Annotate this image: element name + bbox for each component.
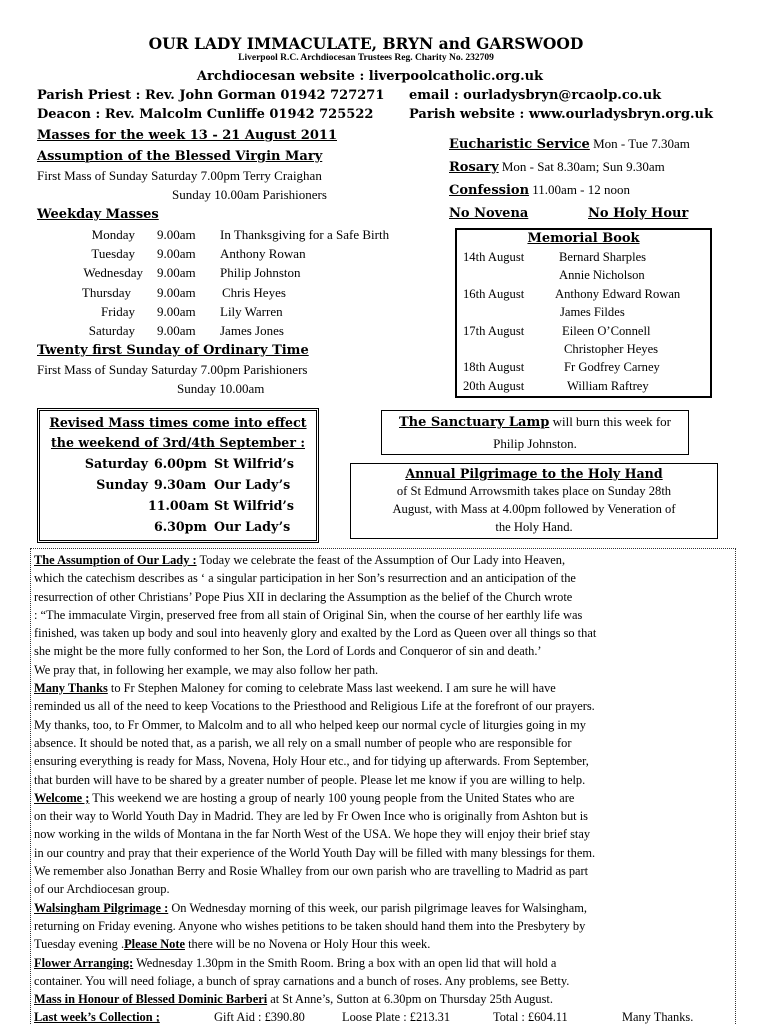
notice-line: that burden will have to be shared by a greater number of people. Please let me know if you are willing to help. [34, 772, 586, 787]
confession-label: Confession [449, 183, 530, 198]
loose-plate-amount: Loose Plate : £213.31 [342, 1010, 451, 1025]
notice-line: to Fr Stephen Maloney for coming to celebrate Mass last weekend. I am sure he will have [107, 681, 556, 696]
weekday-time: 9.00am [157, 246, 196, 261]
eucharistic-times: Mon - Tue 7.30am [589, 136, 690, 151]
pilgrimage-title: Annual Pilgrimage to the Holy Hand [405, 466, 663, 481]
notice-text: at St Anne’s, Sutton at 6.30pm on Thursday 25th August. [267, 992, 553, 1007]
gift-aid-amount: Gift Aid : £390.80 [214, 1010, 305, 1025]
ordinary-mass-line1: First Mass of Sunday Saturday 7.00pm Parishioners [37, 362, 308, 377]
collection-total: Total : £604.11 [493, 1010, 568, 1025]
notice-line: reminded us all of the need to keep Vocations to the Priesthood and Religious Life at the forefront of our prayers. [34, 699, 595, 714]
assumption-notice [34, 551, 734, 569]
notice-line: she might be the more fully conformed to her Son, the Lord of Lords and Conqueror of sin and death.’ [34, 644, 542, 659]
deacon: Deacon : Rev. Malcolm Cunliffe 01942 725522 [37, 107, 374, 122]
weekday-intention: Lily Warren [220, 304, 283, 319]
weekday-intention: Philip Johnston [220, 265, 301, 280]
eucharistic-label: Eucharistic Service [449, 137, 590, 152]
notice-line: We remember also Jonathan Berry and Rosie Whalley from our own parish who are travelling to Madrid as part [34, 864, 589, 879]
sanctuary-lamp-label: The Sanctuary Lamp [399, 415, 550, 430]
rosary-service [449, 159, 665, 175]
pilgrimage-line1: of St Edmund Arrowsmith takes place on Sunday 28th [396, 484, 672, 498]
revised-time: 9.30am [154, 477, 207, 492]
walsingham-notice [34, 899, 734, 917]
notice-line: ensuring everything is ready for Mass, Novena, Holy Hour etc., and for tidying up afterwards. From September, [34, 754, 589, 769]
thanks-notice [34, 679, 734, 697]
weekday-day: Monday [91, 227, 135, 242]
many-thanks-text: Many Thanks. [622, 1010, 694, 1025]
notice-line: We pray that, in following her example, we may also follow her path. [34, 662, 379, 677]
sanctuary-lamp-line1 [382, 414, 688, 430]
notice-line: on their way to World Youth Day in Madrid. They are led by Fr Owen Ince who is originally from Ashton but is [34, 809, 588, 824]
notice-line: resurrection of other Christians’ Pope Pius XII in declaring the Assumption as the belief of the Church wrote [34, 589, 573, 604]
pilgrimage-line3: the Holy Hand. [495, 520, 573, 534]
notice-line: of our Archdiocesan group. [34, 882, 170, 897]
collection-label: Last week’s Collection ; [34, 1010, 160, 1025]
revised-church: Our Lady’s [214, 519, 291, 534]
weekday-time: 9.00am [157, 323, 196, 338]
weekday-day: Tuesday [91, 246, 135, 261]
masses-heading: Masses for the week 13 - 21 August 2011 [37, 128, 337, 143]
please-note-label: Please Note [124, 937, 185, 952]
assumption-heading: Assumption of the Blessed Virgin Mary [37, 149, 323, 164]
memorial-date: 17th August [463, 324, 525, 338]
revised-church: Our Lady’s [214, 477, 291, 492]
notice-line [34, 935, 734, 953]
parish-website: Parish website : www.ourladysbryn.org.uk [409, 107, 714, 122]
confession-service [449, 182, 630, 198]
sanctuary-lamp-name: Philip Johnston. [493, 436, 577, 451]
notice-line: Today we celebrate the feast of the Assumption of Our Lady into Heaven, [196, 553, 566, 567]
rosary-label: Rosary [449, 160, 499, 175]
notice-line: This weekend we are hosting a group of nearly 100 young people from the United States who are [89, 790, 575, 805]
notice-text: Tuesday evening . [34, 937, 125, 952]
parish-title: OUR LADY IMMACULATE, BRYN and GARSWOOD [148, 34, 584, 53]
revised-title-line1: Revised Mass times come into effect [49, 415, 307, 430]
memorial-book-box [455, 228, 712, 398]
memorial-book-title: Memorial Book [527, 231, 640, 246]
rosary-times: Mon - Sat 8.30am; Sun 9.30am [498, 159, 665, 174]
notice-line: On Wednesday morning of this week, our parish pilgrimage leaves for Walsingham, [168, 900, 587, 915]
notice-line: in our country and pray that their experience of the World Youth Day will be filled with many blessings for them. [34, 845, 596, 860]
pilgrimage-box [350, 463, 718, 539]
welcome-notice-label: Welcome ; [34, 790, 90, 805]
memorial-name: Christopher Heyes [564, 342, 659, 356]
memorial-date: 14th August [463, 250, 525, 264]
confession-times: 11.00am - 12 noon [529, 182, 631, 197]
ordinary-mass-line2: Sunday 10.00am [177, 381, 265, 396]
pilgrimage-line2: August, with Mass at 4.00pm followed by Veneration of [392, 502, 676, 516]
revised-time: 6.00pm [154, 456, 207, 471]
dominic-notice-label: Mass in Honour of Blessed Dominic Barberi [34, 992, 268, 1007]
weekday-intention: In Thanksgiving for a Safe Birth [220, 227, 390, 242]
revised-church: St Wilfrid’s [214, 498, 294, 513]
weekday-time: 9.00am [157, 227, 196, 242]
no-novena: No Novena [449, 206, 529, 221]
weekday-day: Saturday [88, 323, 135, 338]
revised-mass-times-box [37, 408, 319, 543]
weekday-day: Thursday [81, 285, 131, 300]
welcome-notice [34, 789, 734, 807]
notice-text: there will be no Novena or Holy Hour this week. [184, 937, 431, 952]
dominic-notice [34, 990, 734, 1008]
memorial-name: Eileen O’Connell [562, 324, 651, 338]
thanks-notice-label: Many Thanks [34, 681, 108, 696]
sanctuary-lamp-box [381, 410, 689, 455]
memorial-name: Anthony Edward Rowan [555, 287, 681, 301]
parish-priest: Parish Priest : Rev. John Gorman 01942 727271 [37, 88, 385, 103]
weekday-time: 9.00am [157, 265, 196, 280]
notice-line: absence. It should be noted that, as a parish, we all rely on a small number of people who are responsible for [34, 735, 572, 750]
weekday-masses-heading: Weekday Masses [37, 207, 159, 222]
memorial-date: 18th August [463, 360, 525, 374]
weekday-day: Wednesday [83, 265, 143, 280]
memorial-name: William Raftrey [567, 379, 649, 393]
memorial-name: Fr Godfrey Carney [564, 360, 660, 374]
sanctuary-lamp-text: will burn this week for [549, 414, 671, 429]
flower-notice [34, 954, 734, 972]
notice-line: returning on Friday evening. Anyone who wishes petitions to be taken should hand them into the Presbytery by [34, 918, 586, 933]
eucharistic-service [449, 136, 690, 152]
notice-line: which the catechism describes as ‘ a singular participation in her Son’s resurrection and an anticipation of the [34, 571, 576, 586]
no-holy-hour: No Holy Hour [588, 206, 689, 221]
weekday-day: Friday [101, 304, 135, 319]
flower-notice-label: Flower Arranging: [34, 955, 134, 970]
assumption-mass-line1: First Mass of Sunday Saturday 7.00pm Terry Craighan [37, 168, 322, 183]
notice-line: My thanks, too, to Fr Ommer, to Malcolm and to all who helped keep our normal cycle of liturgies going in my [34, 717, 586, 732]
notice-line: : “The immaculate Virgin, preserved free from all stain of Original Sin, when the course of her earthly life was [34, 607, 583, 622]
assumption-notice-label: The Assumption of Our Lady : [34, 553, 197, 567]
revised-day: Saturday [84, 456, 148, 471]
revised-church: St Wilfrid’s [214, 456, 294, 471]
ordinary-time-heading: Twenty first Sunday of Ordinary Time [37, 343, 309, 358]
memorial-date: 16th August [463, 287, 525, 301]
weekday-time: 9.00am [157, 304, 196, 319]
memorial-date: 20th August [463, 379, 525, 393]
memorial-name: Bernard Sharples [559, 250, 647, 264]
revised-time: 11.00am [148, 498, 209, 513]
parish-email: email : ourladysbryn@rcaolp.co.uk [409, 88, 662, 103]
revised-time: 6.30pm [154, 519, 207, 534]
weekday-intention: Anthony Rowan [220, 246, 306, 261]
revised-title-line2: the weekend of 3rd/4th September : [50, 435, 305, 450]
notices-section [34, 551, 734, 1026]
notice-line: container. You will need foliage, a bunch of spray carnations and a bunch of roses. Any problems, see Betty. [34, 973, 570, 988]
weekday-intention: Chris Heyes [222, 285, 286, 300]
weekday-intention: James Jones [220, 323, 284, 338]
walsingham-notice-label: Walsingham Pilgrimage : [34, 900, 169, 915]
weekday-time: 9.00am [157, 285, 196, 300]
archdiocesan-website: Archdiocesan website : liverpoolcatholic.org.uk [196, 69, 544, 84]
notice-line: finished, was taken up body and soul into heavenly glory and exalted by the Lord as Queen over all things so that [34, 626, 597, 641]
notice-line: now working in the wilds of Montana in the far North West of the USA. We hope they will enjoy their brief stay [34, 827, 591, 842]
notice-line: Wednesday 1.30pm in the Smith Room. Bring a box with an open lid that will hold a [133, 955, 557, 970]
revised-day: Sunday [96, 477, 148, 492]
memorial-name: Annie Nicholson [559, 268, 645, 282]
charity-subtitle: Liverpool R.C. Archdiocesan Trustees Reg. Charity No. 232709 [238, 53, 494, 63]
assumption-mass-line2: Sunday 10.00am Parishioners [172, 187, 327, 202]
memorial-name: James Fildes [560, 305, 625, 319]
